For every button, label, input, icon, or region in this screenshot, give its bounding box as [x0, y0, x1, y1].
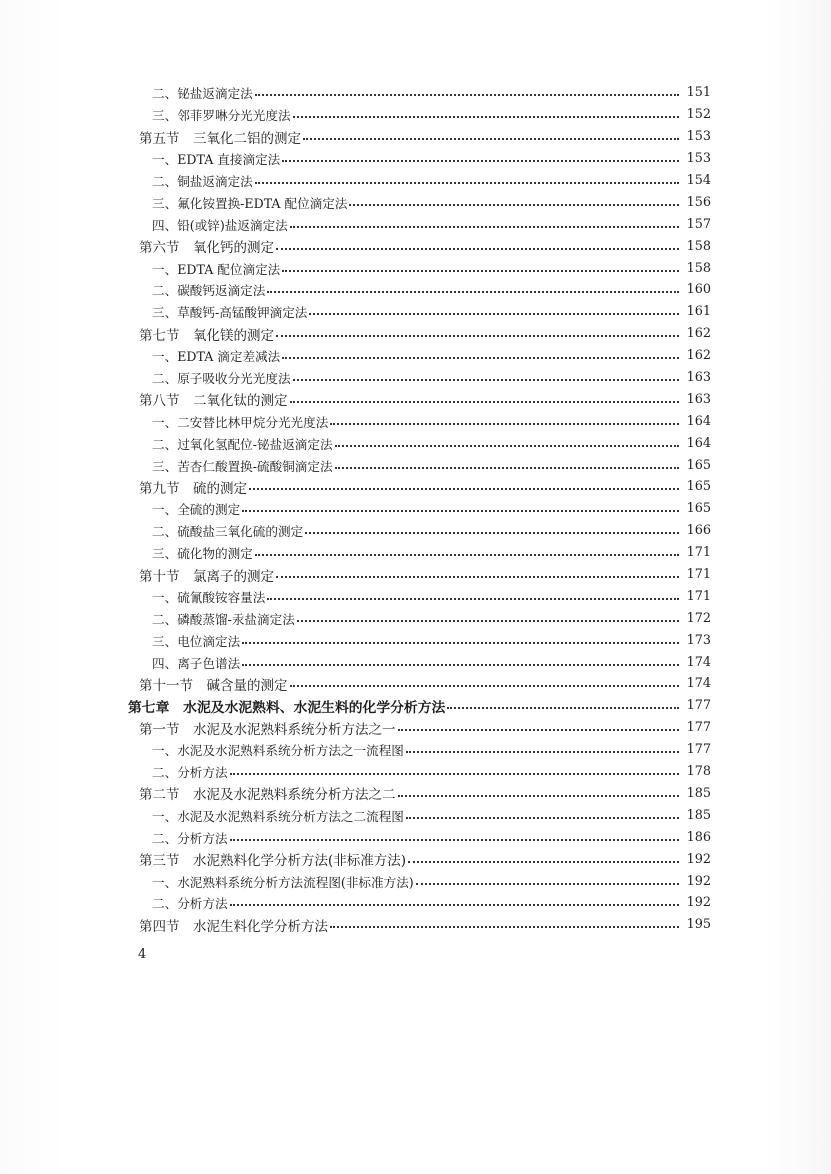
- toc-subsection: [152, 410, 711, 432]
- toc-subsection: [152, 191, 711, 213]
- toc-page-number: 174: [686, 676, 711, 692]
- toc-page-number: 192: [686, 895, 711, 911]
- dot-leader: [242, 663, 679, 666]
- toc-section: [139, 717, 711, 739]
- toc-title: 二、铜盐返滴定法: [152, 174, 253, 189]
- toc-title: 三、草酸钙-高锰酸钾滴定法: [152, 305, 308, 321]
- toc-title: 一、全硫的测定: [152, 502, 241, 518]
- toc-title: 第一节 水泥及水泥熟料系统分析方法之一: [139, 721, 396, 738]
- toc-subsection: [152, 367, 711, 389]
- toc-section: [139, 914, 711, 936]
- toc-title: 四、离子色谱法: [152, 655, 241, 671]
- dot-leader: [330, 422, 679, 425]
- toc-page-number: 165: [686, 479, 711, 495]
- dot-leader: [305, 531, 679, 534]
- toc-title: 第七节 氧化镁的测定: [139, 327, 274, 344]
- dot-leader: [335, 444, 679, 447]
- toc-page-number: 156: [686, 194, 711, 210]
- toc-subsection: [152, 585, 711, 607]
- dot-leader: [230, 772, 679, 775]
- toc-page-number: 158: [686, 260, 711, 276]
- toc-subsection: [152, 892, 711, 914]
- toc-subsection: [152, 607, 711, 629]
- dot-leader: [290, 684, 680, 687]
- toc-section: [139, 126, 711, 148]
- dot-leader: [290, 225, 679, 228]
- toc-section: [139, 848, 711, 870]
- toc-title: 四、铅(或锌)盐返滴定法: [152, 217, 288, 233]
- toc-subsection: [152, 301, 711, 323]
- toc-section: [139, 476, 711, 498]
- toc-subsection: [152, 454, 711, 476]
- dot-leader: [276, 334, 679, 337]
- dot-leader: [349, 203, 679, 206]
- toc-section: [139, 323, 711, 345]
- dot-leader: [255, 93, 679, 96]
- dot-leader: [276, 247, 679, 250]
- dot-leader: [330, 925, 679, 928]
- toc-page-number: 164: [686, 413, 711, 429]
- dot-leader: [282, 269, 679, 272]
- toc-page-number: 157: [686, 216, 711, 232]
- toc-title: 一、EDTA 直接滴定法: [152, 152, 281, 168]
- dot-leader: [276, 575, 679, 578]
- dot-leader: [267, 597, 679, 600]
- toc-page-number: 162: [686, 326, 711, 342]
- toc-subsection: [152, 170, 711, 192]
- dot-leader: [249, 487, 679, 490]
- toc-page-number: 178: [686, 764, 711, 780]
- toc-page-number: 158: [686, 238, 711, 254]
- toc-subsection: [152, 104, 711, 126]
- dot-leader: [230, 838, 679, 841]
- dot-leader: [447, 706, 679, 709]
- toc-title: 二、过氧化氢配位-铋盐返滴定法: [152, 436, 333, 452]
- toc-title: 第五节 三氧化二铝的测定: [139, 130, 301, 147]
- toc-title: 三、硫化物的测定: [152, 546, 253, 562]
- toc-title: 第八节 二氧化钛的测定: [139, 393, 288, 410]
- dot-leader: [242, 641, 679, 644]
- dot-leader: [230, 903, 679, 906]
- toc-subsection: [152, 761, 711, 783]
- toc-title: 第七章 水泥及水泥熟料、水泥生料的化学分析方法: [128, 699, 446, 716]
- dot-leader: [255, 181, 679, 184]
- toc-page-number: 195: [686, 917, 711, 933]
- dot-leader: [303, 137, 679, 140]
- toc-title: 二、分析方法: [152, 765, 228, 781]
- toc-page-number: 165: [686, 501, 711, 517]
- toc-title: 三、苦杏仁酸置换-硫酸铜滴定法: [152, 458, 333, 474]
- toc-title: 第十一节 碱含量的测定: [139, 677, 288, 694]
- toc-page-number: 171: [686, 545, 711, 561]
- toc-subsection: [152, 826, 711, 848]
- toc-page-number: 163: [686, 391, 711, 407]
- toc-title: 一、硫氰酸铵容量法: [152, 589, 266, 605]
- toc-page-number: 173: [686, 632, 711, 648]
- toc-subsection: [152, 257, 711, 279]
- toc-page-number: 153: [686, 129, 711, 145]
- toc-subsection: [152, 739, 711, 761]
- toc-title: 二、分析方法: [152, 830, 228, 846]
- dot-leader: [406, 750, 679, 753]
- toc-subsection: [152, 520, 711, 542]
- toc-title: 第三节 水泥熟料化学分析方法(非标准方法): [139, 853, 407, 870]
- dot-leader: [290, 400, 680, 403]
- toc-title: 第十节 氯离子的测定: [139, 568, 274, 585]
- toc-page-number: 165: [686, 457, 711, 473]
- toc-title: 第四节 水泥生料化学分析方法: [139, 918, 328, 935]
- toc-page-number: 174: [686, 654, 711, 670]
- dot-leader: [282, 159, 679, 162]
- toc-page-number: 163: [686, 370, 711, 386]
- toc-subsection: [152, 82, 711, 104]
- toc-page-number: 185: [686, 807, 711, 823]
- dot-leader: [255, 553, 679, 556]
- dot-leader: [408, 860, 679, 863]
- toc-title: 三、邻菲罗啉分光光度法: [152, 108, 291, 124]
- dot-leader: [398, 728, 680, 731]
- toc-title: 三、氟化铵置换-EDTA 配位滴定法: [152, 195, 348, 211]
- toc-page-number: 153: [686, 151, 711, 167]
- toc-subsection: [152, 279, 711, 301]
- toc-page-number: 177: [686, 720, 711, 736]
- dot-leader: [297, 619, 679, 622]
- dot-leader: [282, 356, 679, 359]
- toc-title: 二、磷酸蒸馏-汞盐滴定法: [152, 611, 295, 627]
- toc-subsection: [152, 432, 711, 454]
- toc-title: 一、水泥及水泥熟料系统分析方法之二流程图: [152, 808, 404, 824]
- toc-section: [139, 783, 711, 805]
- toc-title: 一、水泥熟料系统分析方法流程图(非标准方法): [152, 874, 414, 890]
- toc-subsection: [152, 498, 711, 520]
- dot-leader: [267, 290, 679, 293]
- toc-page-number: 171: [686, 567, 711, 583]
- toc-page-number: 154: [686, 173, 711, 188]
- dot-leader: [293, 378, 679, 381]
- toc-subsection: [152, 148, 711, 170]
- toc-page-number: 192: [686, 851, 711, 867]
- toc-title: 二、硫酸盐三氧化硫的测定: [152, 524, 304, 540]
- toc-chapter: [128, 695, 711, 717]
- toc-section: [139, 564, 711, 586]
- dot-leader: [335, 466, 679, 469]
- toc-page-number: 185: [686, 785, 711, 801]
- toc-page-number: 171: [686, 588, 711, 604]
- toc-page-number: 152: [686, 107, 711, 123]
- toc-subsection: [152, 629, 711, 651]
- toc-title: 二、铋盐返滴定法: [152, 86, 253, 102]
- toc-section: [139, 235, 711, 257]
- dot-leader: [406, 816, 679, 819]
- dot-leader: [309, 312, 679, 315]
- toc-title: 第九节 硫的测定: [139, 480, 247, 497]
- toc-page-number: 186: [686, 829, 711, 845]
- toc-page-number: 160: [686, 282, 711, 298]
- dot-leader: [416, 882, 679, 885]
- toc-title: 第六节 氧化钙的测定: [139, 240, 274, 257]
- toc-page-number: 172: [686, 610, 711, 626]
- toc-title: 一、水泥及水泥熟料系统分析方法之一流程图: [152, 743, 404, 759]
- toc-page-number: 177: [686, 742, 711, 758]
- toc-page-number: 161: [686, 304, 711, 320]
- toc-title: 二、原子吸收分光光度法: [152, 371, 291, 387]
- toc-page-number: 162: [686, 348, 711, 364]
- dot-leader: [398, 794, 680, 797]
- toc-subsection: [152, 651, 711, 673]
- dot-leader: [242, 509, 679, 512]
- toc-title: 三、电位滴定法: [152, 633, 241, 649]
- toc-page-number: 177: [686, 698, 711, 714]
- toc-subsection: [152, 542, 711, 564]
- toc-title: 一、二安替比林甲烷分光光度法: [152, 414, 329, 430]
- toc-page-number: 192: [686, 873, 711, 889]
- dot-leader: [293, 115, 679, 118]
- toc-section: [139, 388, 711, 410]
- page-number: 4: [138, 947, 147, 962]
- toc-subsection: [152, 345, 711, 367]
- toc-subsection: [152, 804, 711, 826]
- toc-page-number: 164: [686, 435, 711, 451]
- toc-title: 一、EDTA 滴定差减法: [152, 349, 281, 365]
- toc-title: 二、分析方法: [152, 896, 228, 912]
- toc-title: 一、EDTA 配位滴定法: [152, 261, 281, 277]
- toc-subsection: [152, 213, 711, 235]
- toc-section: [139, 673, 711, 695]
- toc-page-number: 166: [686, 523, 711, 539]
- toc-subsection: [152, 870, 711, 892]
- toc-page-number: 151: [686, 85, 711, 101]
- toc-title: 二、碳酸钙返滴定法: [152, 283, 266, 299]
- toc-title: 第二节 水泥及水泥熟料系统分析方法之二: [139, 787, 396, 804]
- table-of-contents: [0, 82, 831, 936]
